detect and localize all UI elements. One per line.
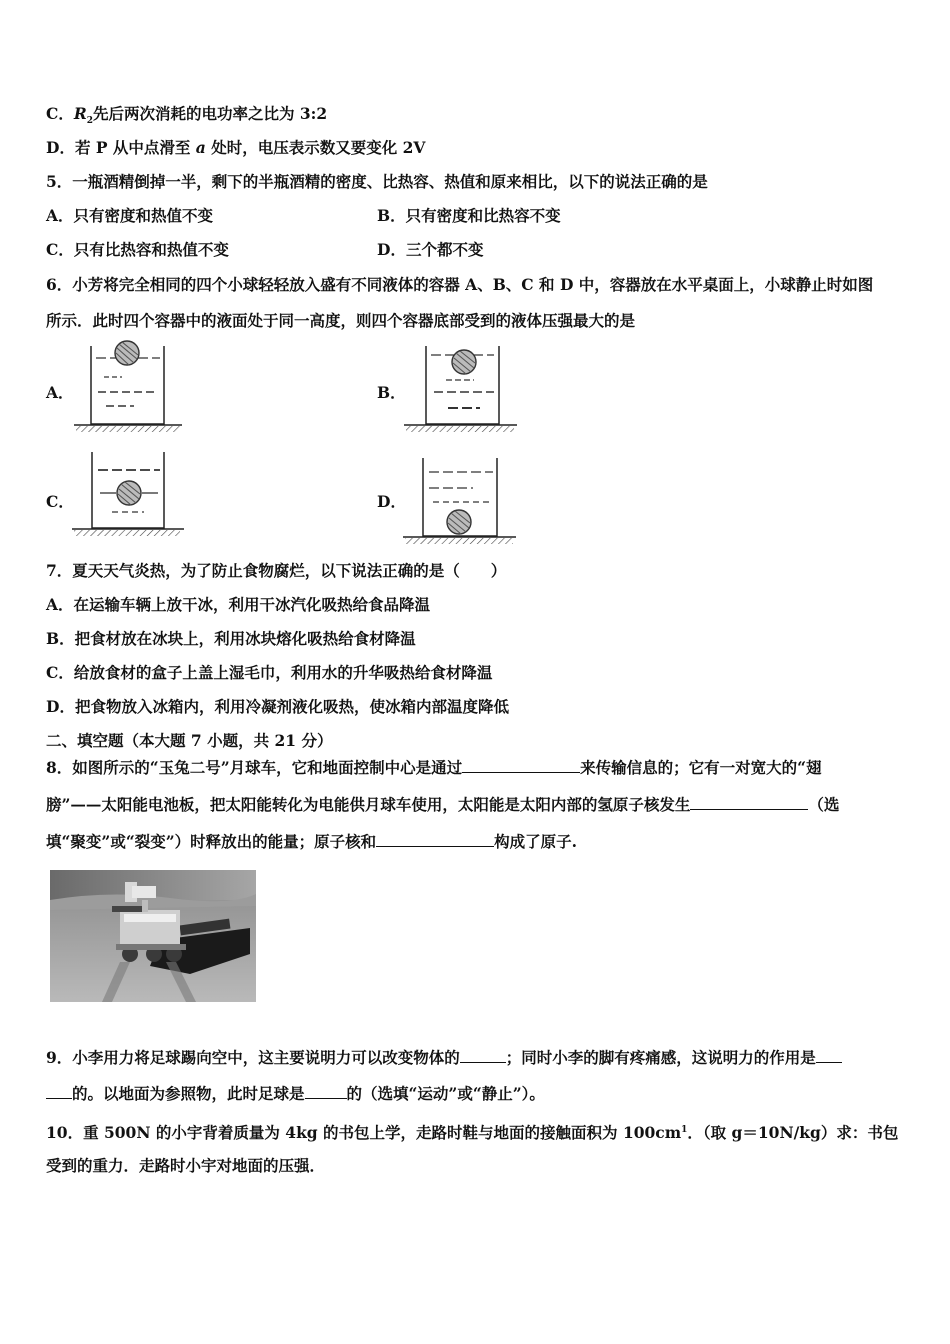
q8-blank-3[interactable]: [376, 831, 494, 847]
q6-label-b: B．: [377, 383, 406, 402]
q6-label-c: C．: [46, 492, 74, 511]
q5-option-a: A．只有密度和热值不变: [46, 206, 214, 225]
beaker-d-figure: [403, 448, 518, 543]
q8-blank-1[interactable]: [462, 757, 580, 773]
q9-blank-3[interactable]: [305, 1083, 347, 1099]
q4-option-c: C．$R_2$先后两次消耗的电功率之比为 3:2: [46, 104, 328, 127]
q5-option-b: B．只有密度和比热容不变: [377, 206, 561, 225]
q9-blank-2a[interactable]: [816, 1047, 842, 1063]
lunar-rover-photo: [50, 870, 256, 1002]
q8-line1: 8．如图所示的“玉兔二号”月球车，它和地面控制中心是通过 来传输信息的；它有一对宽大的“翅: [46, 758, 822, 777]
q7-stem: 7．夏天天气炎热，为了防止食物腐烂，以下说法正确的是（ ）: [46, 561, 507, 580]
q4-option-d: D．若 P 从中点滑至 a 处时，电压表示数又要变化 2V: [46, 138, 426, 157]
q5-stem: 5．一瓶酒精倒掉一半，剩下的半瓶酒精的密度、比热容、热值和原来相比，以下的说法正确的是: [46, 172, 708, 191]
beaker-c-figure: [72, 448, 187, 543]
q7-option-a: A．在运输车辆上放干冰，利用干冰汽化吸热给食品降温: [46, 595, 431, 614]
q6-label-a: A．: [46, 383, 74, 402]
q9-blank-1[interactable]: [460, 1047, 506, 1063]
q7-option-b: B．把食材放在冰块上，利用冰块熔化吸热给食材降温: [46, 629, 416, 648]
q6-stem-line2: 所示．此时四个容器中的液面处于同一高度，则四个容器底部受到的液体压强最大的是: [46, 311, 636, 330]
q9-line1: 9．小李用力将足球踢向空中，这主要说明力可以改变物体的 ；同时小李的脚有疼痛感，这说明力的作用是: [46, 1047, 842, 1068]
q6-stem-line1: 6．小芳将完全相同的四个小球轻轻放入盛有不同液体的容器 A、B、C 和 D 中，容器放在水平桌面上，小球静止时如图: [46, 275, 874, 294]
section-2-title: 二、填空题（本大题 7 小题，共 21 分）: [46, 731, 333, 750]
q10-line2: 受到的重力．走路时小宇对地面的压强．: [46, 1156, 326, 1175]
q5-option-d: D．三个都不变: [377, 240, 484, 259]
q8-line3: 填“聚变”或“裂变”）时释放出的能量；原子核和 构成了原子.: [46, 832, 578, 851]
q9-line2: 的。以地面为参照物，此时足球是 的（选填“运动”或“静止”）。: [46, 1083, 545, 1104]
q9-blank-2b[interactable]: [46, 1083, 72, 1099]
q8-blank-2[interactable]: [690, 794, 808, 810]
q10-line1: 10．重 500N 的小宇背着质量为 4kg 的书包上学，走路时鞋与地面的接触面积为 $100cm^1$．（取 g＝10N/kg）求：书包: [46, 1123, 899, 1143]
q8-line2: 膀”——太阳能电池板，把太阳能转化为电能供月球车使用，太阳能是太阳内部的氢原子核发生 （选: [46, 795, 840, 814]
beaker-a-figure: [74, 340, 184, 435]
q7-option-c: C．给放食材的盒子上盖上湿毛巾，利用水的升华吸热给食材降温: [46, 663, 493, 682]
q6-label-d: D．: [377, 492, 406, 511]
q7-option-d: D．把食物放入冰箱内，利用冷凝剂液化吸热，使冰箱内部温度降低: [46, 697, 509, 716]
q5-option-c: C．只有比热容和热值不变: [46, 240, 229, 259]
beaker-b-figure: [404, 340, 519, 435]
